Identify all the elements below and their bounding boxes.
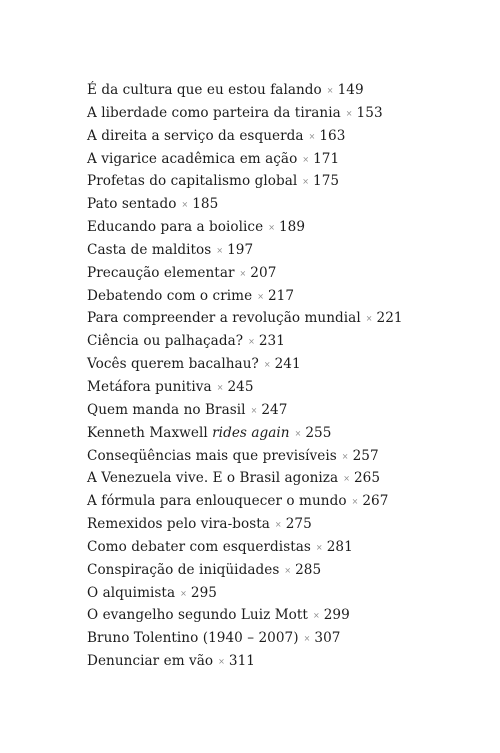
toc-page-number: 267 (362, 493, 389, 510)
toc-page-number: 295 (190, 584, 217, 601)
toc-entry (87, 193, 403, 216)
toc-entry (87, 422, 403, 445)
toc-separator: × (268, 223, 275, 233)
toc-entry-title: Como debater com esquerdistas (87, 538, 311, 555)
toc-entry (87, 399, 403, 422)
toc-entry-title: A vigarice acadêmica em ação (87, 150, 298, 167)
toc-entry (87, 330, 403, 353)
toc-page-number: 207 (250, 264, 277, 281)
toc-page-number: 189 (278, 219, 306, 236)
toc-separator: × (345, 108, 353, 118)
toc-entry-title: Conseqüências mais que previsíveis (87, 447, 337, 464)
toc-entry (87, 467, 403, 490)
toc-entry-title: Metáfora punitiva (87, 378, 212, 395)
toc-page-number: 307 (314, 630, 341, 647)
toc-entry (87, 627, 403, 650)
toc-page-number: 245 (227, 378, 254, 395)
toc-separator: × (274, 520, 282, 530)
toc-separator: × (250, 405, 258, 415)
toc-separator: × (239, 268, 247, 278)
toc-page-number: 149 (337, 82, 364, 98)
toc-separator: × (341, 451, 349, 461)
toc-page-number: 221 (376, 310, 403, 327)
toc-page-number: 185 (192, 196, 219, 213)
toc-entry-title: Casta de malditos (87, 241, 212, 258)
toc-entry-title: Denunciar em vão (87, 653, 214, 670)
toc-separator: × (263, 360, 271, 370)
toc-entry-title: Conspiração de iniqüidades (87, 561, 280, 578)
toc-separator: × (308, 131, 316, 141)
toc-page-number: 285 (295, 561, 322, 578)
table-of-contents (87, 79, 403, 673)
toc-separator: × (302, 154, 310, 164)
toc-separator: × (326, 86, 334, 95)
toc-separator: × (303, 634, 311, 644)
toc-entry-title: Kenneth Maxwell (87, 424, 213, 441)
toc-entry-title: Vocês querem bacalhau? (87, 356, 259, 373)
toc-entry (87, 79, 403, 102)
toc-page-number: 175 (313, 173, 340, 190)
toc-separator: × (218, 657, 225, 667)
toc-entry (87, 490, 403, 513)
toc-separator: × (302, 177, 310, 187)
toc-page-number: 299 (323, 607, 350, 624)
toc-page-number: 153 (356, 104, 383, 121)
toc-entry (87, 307, 403, 330)
toc-separator: × (312, 611, 320, 621)
toc-entry-title: Educando para a boiolice (87, 219, 264, 236)
toc-separator: × (343, 474, 350, 484)
toc-entry (87, 376, 403, 399)
toc-entry-title: É da cultura que eu estou falando (87, 82, 322, 98)
toc-separator: × (216, 245, 224, 255)
toc-page-number: 163 (319, 127, 346, 144)
toc-entry-title: O evangelho segundo Luiz Mott (87, 607, 308, 624)
toc-entry (87, 604, 403, 627)
toc-entry (87, 353, 403, 376)
toc-entry-title: A fórmula para enlouquecer o mundo (87, 493, 347, 510)
toc-page-number: 275 (285, 516, 312, 533)
toc-separator: × (181, 200, 189, 210)
toc-entry (87, 582, 403, 605)
toc-entry (87, 216, 403, 239)
toc-entry (87, 170, 403, 193)
toc-page-number: 171 (313, 150, 340, 167)
toc-page-number: 257 (352, 447, 379, 464)
toc-separator: × (257, 291, 264, 301)
toc-entry-title: Remexidos pelo vira-bosta (87, 516, 270, 533)
toc-separator: × (180, 588, 187, 598)
toc-page-number: 241 (274, 356, 301, 373)
toc-entry (87, 239, 403, 262)
toc-entry (87, 559, 403, 582)
toc-entry (87, 513, 403, 536)
toc-separator: × (351, 497, 359, 507)
toc-entry (87, 102, 403, 125)
toc-entry (87, 125, 403, 148)
toc-separator: × (365, 314, 373, 324)
toc-entry (87, 148, 403, 171)
toc-entry-title: Bruno Tolentino (1940 – 2007) (87, 630, 299, 647)
toc-entry-title: Pato sentado (87, 196, 177, 213)
toc-entry-title: A liberdade como parteira da tirania (87, 104, 341, 121)
toc-entry (87, 445, 403, 468)
toc-page-number: 197 (227, 241, 254, 258)
toc-page-number: 265 (353, 470, 381, 487)
toc-entry (87, 650, 403, 673)
toc-entry-title: Precaução elementar (87, 264, 235, 281)
toc-entry-title: O alquimista (87, 584, 176, 601)
toc-entry-title: Ciência ou palhaçada? (87, 333, 244, 350)
toc-entry-title: Debatendo com o crime (87, 287, 253, 304)
toc-separator: × (294, 428, 302, 438)
toc-entry-title-italic: rides again (212, 424, 290, 441)
toc-separator: × (216, 382, 224, 392)
toc-page-number: 247 (261, 401, 288, 418)
toc-separator: × (248, 337, 255, 347)
toc-separator: × (284, 565, 292, 575)
toc-entry-title: Para compreender a revolução mundial (87, 310, 361, 327)
toc-page-number: 311 (228, 653, 255, 670)
toc-page-number: 231 (258, 333, 285, 350)
toc-entry-title: Quem manda no Brasil (87, 401, 246, 418)
toc-entry-title: A Venezuela vive. E o Brasil agoniza (87, 470, 339, 487)
toc-separator: × (315, 542, 323, 552)
toc-entry (87, 262, 403, 285)
toc-entry-title: A direita a serviço da esquerda (87, 127, 304, 144)
toc-entry (87, 536, 403, 559)
toc-page-number: 217 (267, 287, 295, 304)
toc-entry (87, 285, 403, 308)
toc-page-number: 281 (326, 538, 353, 555)
toc-entry-title: Profetas do capitalismo global (87, 173, 298, 190)
toc-page-number: 255 (305, 424, 332, 441)
